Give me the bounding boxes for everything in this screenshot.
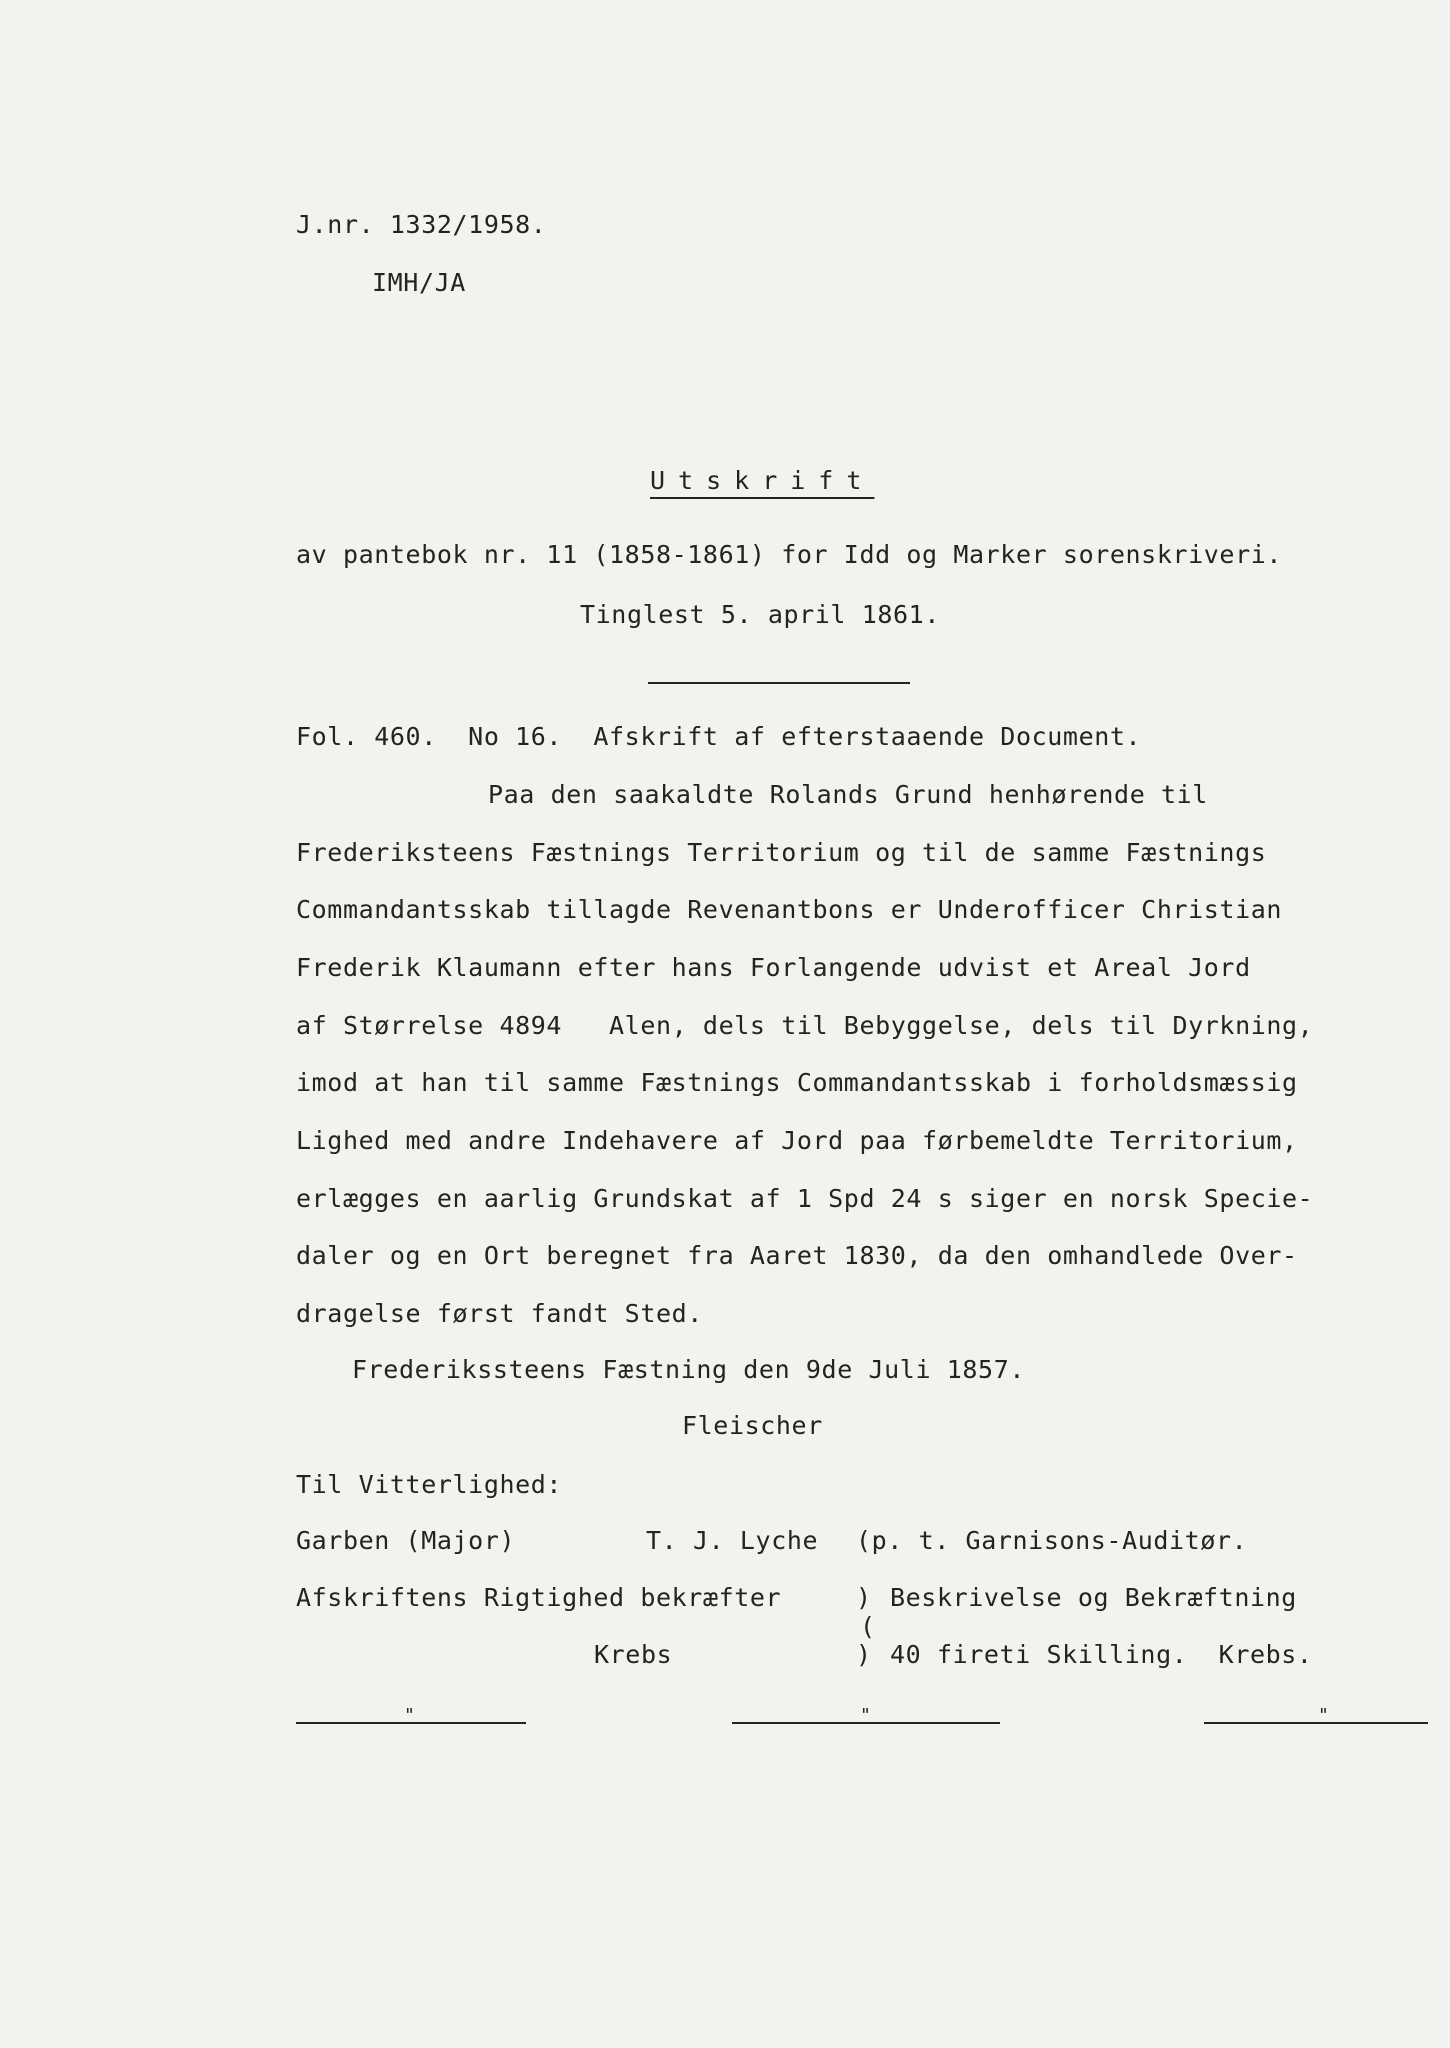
bracket: (: [860, 1612, 876, 1641]
bracket: ): [856, 1640, 872, 1669]
initials: IMH/JA: [372, 268, 466, 297]
ditto-mark: ": [1318, 1705, 1330, 1726]
witness-heading: Til Vitterlighed:: [296, 1470, 563, 1499]
witness-1: Garben (Major): [296, 1526, 516, 1555]
bracket: ): [856, 1583, 872, 1612]
registration-date: Tinglest 5. april 1861.: [580, 600, 940, 629]
document-heading: Utskrift: [650, 466, 875, 495]
body-line: Paa den saakaldte Rolands Grund henhørende til: [488, 780, 1208, 809]
body-line: daler og en Ort beregnet fra Aaret 1830, da den omhandlede Over-: [296, 1241, 1298, 1270]
body-line: Lighed med andre Indehavere af Jord paa førbemeldte Territorium,: [296, 1126, 1298, 1155]
certification-text: Afskriftens Rigtighed bekræfter: [296, 1583, 782, 1612]
body-line: dragelse først fandt Sted.: [296, 1299, 703, 1328]
body-line: Frederik Klaumann efter hans Forlangende udvist et Areal Jord: [296, 953, 1251, 982]
body-line: imod at han til samme Fæstnings Commandantsskab i forholdsmæssig: [296, 1068, 1298, 1097]
body-line: Commandantsskab tillagde Revenantbons er Underofficer Christian: [296, 895, 1283, 924]
witness-2: T. J. Lyche: [646, 1526, 819, 1555]
fee-line-2: 40 fireti Skilling. Krebs.: [890, 1640, 1313, 1669]
ditto-mark: ": [860, 1705, 872, 1726]
body-line: erlægges en aarlig Grundskat af 1 Spd 24 s siger en norsk Specie-: [296, 1184, 1314, 1213]
folio-line: Fol. 460. No 16. Afskrift af efterstaaende Document.: [296, 722, 1142, 751]
witness-2-title: (p. t. Garnisons-Auditør.: [856, 1526, 1248, 1555]
journal-number: J.nr. 1332/1958.: [296, 210, 547, 239]
ditto-mark: ": [404, 1705, 416, 1726]
fee-line-1: Beskrivelse og Bekræftning: [890, 1583, 1297, 1612]
body-line: Frederiksteens Fæstnings Territorium og til de samme Fæstnings: [296, 838, 1267, 867]
place-date: Frederikssteens Fæstning den 9de Juli 1857.: [352, 1355, 1026, 1384]
body-line: af Størrelse 4894 Alen, dels til Bebyggelse, dels til Dyrkning,: [296, 1011, 1314, 1040]
certification-signer: Krebs: [594, 1640, 673, 1669]
signer-name: Fleischer: [682, 1411, 823, 1440]
footer-rule-right: [1204, 1722, 1428, 1724]
title-rule: [648, 682, 910, 684]
document-subtitle: av pantebok nr. 11 (1858-1861) for Idd og Marker sorenskriveri.: [296, 540, 1283, 569]
